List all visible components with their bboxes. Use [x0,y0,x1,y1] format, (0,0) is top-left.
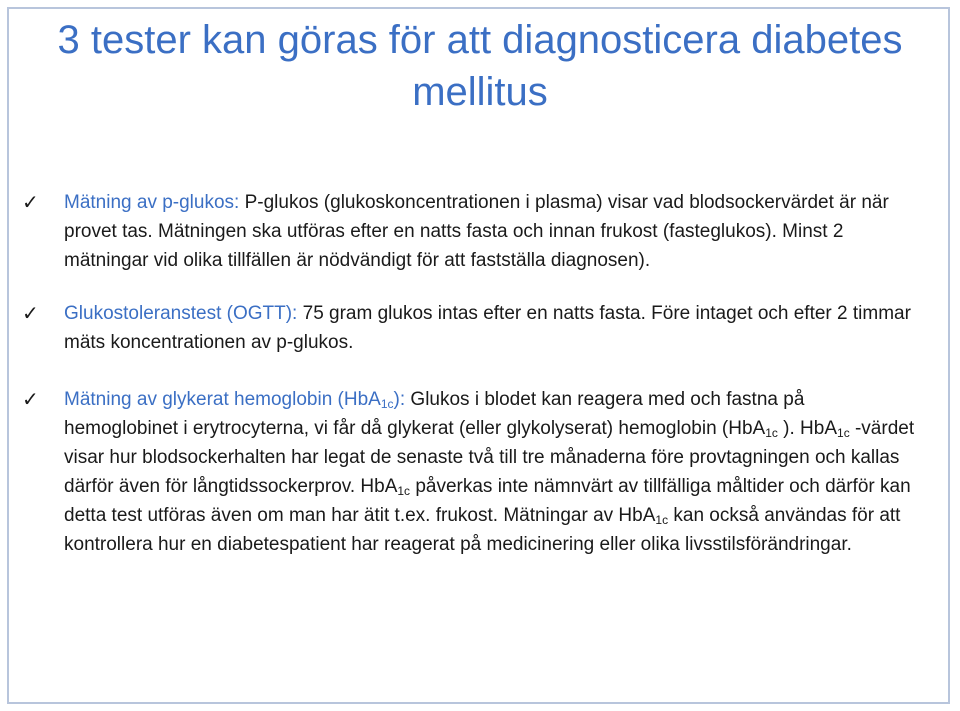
bullet-list [22,188,922,559]
subscript: 1c [655,513,669,527]
bullet-p-glukos [22,188,922,275]
subscript: 1c [765,426,778,440]
bullet-term: Glukostoleranstest (OGTT): [64,303,298,324]
bullet-text-segment: Glukos i blodet kan reagera med och fastna på hemoglobinet i erytrocyterna, vi får då glykerat (eller glykolyserat) hemoglobin (HbA [64,389,805,439]
bullet-hba1c [22,385,922,559]
bullet-text-segment: ). HbA [777,418,838,439]
checkmark-icon: ✓ [22,387,39,411]
subscript: 1c [837,426,850,440]
bullet-text: P-glukos (glukoskoncentrationen i plasma) visar vad blodsockervärdet är när provet tas. Mätningen ska utföras efter en natts fasta och innan frukost (fasteglukos). Minst 2 mätningar vid olika tillfällen är nödvändigt för att fastställa diagnosen). [64,192,889,271]
bullet-text-segment: kan också användas för att kontrollera hur en diabetespatient har reagerat på medicinering eller olika livsstilsförändringar. [64,505,901,555]
bullet-text-segment: påverkas inte nämnvärt av tillfälliga måltider och därför kan detta test utföras även om man har ätit t.ex. frukost. Mätningar av HbA [64,476,911,526]
subscript: 1c [397,484,411,498]
bullet-text: 75 gram glukos intas efter en natts fasta. Före intaget och efter 2 timmar mäts koncentrationen av p-glukos. [64,303,911,353]
checkmark-icon: ✓ [22,301,39,325]
term-text-end: ): [393,389,406,410]
bullet-term: Mätning av p-glukos: [64,192,240,213]
term-text: Mätning av glykerat hemoglobin (HbA [64,389,381,410]
bullet-term [64,389,405,410]
term-subscript: 1c [380,397,394,411]
bullet-ogtt [22,299,922,357]
checkmark-icon: ✓ [22,190,39,214]
slide-title: 3 tester kan göras för att diagnosticera diabetes mellitus [57,18,903,114]
bullet-text-segment: -värdet visar hur blodsockerhalten har legat de senaste två till tre månaderna före provtagningen och kallas därför även för långtidssockerprov. HbA [64,418,915,497]
